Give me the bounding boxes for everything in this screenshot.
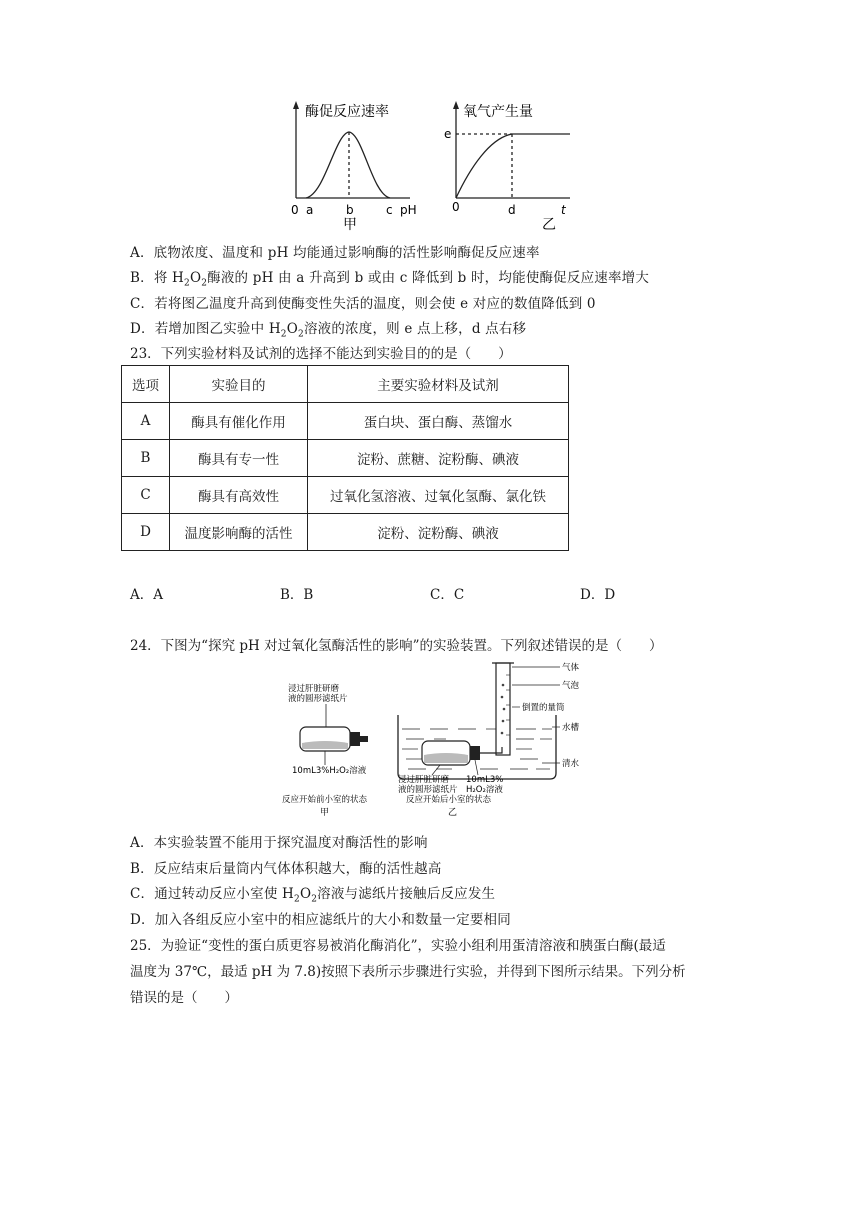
q23-option-c: C．C bbox=[430, 587, 465, 603]
q23-stem: 23．下列实验材料及试剂的选择不能达到实验目的的是（ ） bbox=[130, 346, 512, 362]
q22-option-d-text: O bbox=[286, 321, 299, 337]
q24-option-b: B．反应结束后量筒内气体体积越大，酶的活性越高 bbox=[130, 861, 442, 877]
label-paper-2: 液的圆形滤纸片 bbox=[288, 694, 348, 704]
inverted-cylinder bbox=[492, 663, 514, 755]
label-after: 反应开始后小室的状态 bbox=[406, 795, 492, 805]
table-cell: 蛋白块、蛋白酶、蒸馏水 bbox=[308, 403, 569, 440]
q23-option-d: D．D bbox=[580, 587, 616, 603]
label-paper-1: 浸过肝脏研磨 bbox=[288, 684, 340, 694]
table-row bbox=[122, 440, 569, 477]
label-bubble: 气泡 bbox=[562, 681, 580, 691]
table-row bbox=[122, 514, 569, 551]
q24-option-c bbox=[130, 882, 495, 905]
q22-option-a: A．底物浓度、温度和 pH 均能通过影响酶的活性影响酶促反应速率 bbox=[130, 245, 540, 261]
q25-stem-line2: 温度为 37℃，最适 pH 为 7.8)按照下表所示步骤进行实验，并得到下图所示结果。下列分析 bbox=[130, 964, 686, 980]
left-tick-c: c bbox=[386, 203, 393, 217]
label-solution-left: 10mL3%H₂O₂溶液 bbox=[292, 766, 367, 776]
caption-right: 乙 bbox=[448, 808, 458, 818]
q22-option-d-sub: 2 bbox=[298, 329, 304, 340]
table-cell: 淀粉、淀粉酶、碘液 bbox=[308, 514, 569, 551]
table-cell: C bbox=[122, 477, 170, 514]
table-header-cell: 选项 bbox=[122, 366, 170, 403]
q22-option-b-sub: 2 bbox=[201, 278, 208, 289]
right-x-unit: t bbox=[561, 203, 566, 217]
q22-option-d-sub: 2 bbox=[280, 329, 287, 340]
left-y-label: 酶促反应速率 bbox=[305, 104, 389, 120]
table-cell: B bbox=[122, 440, 170, 477]
q22-option-d bbox=[130, 317, 526, 340]
caption-left: 甲 bbox=[320, 808, 330, 818]
q22-option-b-text: O bbox=[189, 270, 202, 286]
table-cell: 温度影响酶的活性 bbox=[170, 514, 308, 551]
label-gas: 气体 bbox=[562, 663, 580, 673]
label-paper-r1: 浸过肝脏研磨 bbox=[398, 775, 450, 785]
q24-option-c-text: O bbox=[299, 886, 312, 902]
q24-stem: 24．下图为“探究 pH 对过氧化氢酶活性的影响”的实验装置。下列叙述错误的是（ ） bbox=[130, 638, 663, 654]
q24-option-c-sub: 2 bbox=[294, 894, 300, 905]
q24-option-d: D．加入各组反应小室中的相应滤纸片的大小和数量一定要相同 bbox=[130, 912, 511, 928]
q25-stem-line3: 错误的是（ ） bbox=[130, 990, 238, 1006]
q24-option-c-text: 溶液与滤纸片接触后反应发生 bbox=[317, 886, 496, 902]
table-row bbox=[122, 403, 569, 440]
q24-option-c-text: C．通过转动反应小室使 H bbox=[130, 886, 294, 902]
right-y-label: 氧气产生量 bbox=[463, 104, 533, 120]
q22-option-b-text: 酶液的 pH 由 a 升高到 b 或由 c 降低到 b 时，均能使酶促反应速率增大 bbox=[207, 270, 650, 286]
q22-option-b-sub: 2 bbox=[184, 278, 190, 289]
left-tick-b: b bbox=[346, 203, 354, 217]
q22-option-d-text: D．若增加图乙实验中 H bbox=[130, 321, 281, 337]
table-cell: 淀粉、蔗糖、淀粉酶、碘液 bbox=[308, 440, 569, 477]
label-sol-r1: 10mL3% bbox=[466, 775, 504, 785]
left-origin: 0 bbox=[291, 203, 299, 217]
q23-option-b: B．B bbox=[280, 587, 314, 603]
q23-option-a: A．A bbox=[130, 587, 163, 603]
right-curve bbox=[456, 134, 570, 198]
table-row bbox=[122, 477, 569, 514]
q22-option-b bbox=[130, 266, 649, 289]
table-cell: 过氧化氢溶液、过氧化氢酶、氯化铁 bbox=[308, 477, 569, 514]
label-tank: 水槽 bbox=[562, 723, 580, 733]
label-paper-r2: 液的圆形滤纸片 bbox=[398, 785, 458, 795]
table-cell: 酶具有催化作用 bbox=[170, 403, 308, 440]
left-tick-a: a bbox=[306, 203, 314, 217]
table-header-row bbox=[122, 366, 569, 403]
right-tick-e: e bbox=[444, 127, 452, 141]
q22-option-c: C．若将图乙温度升高到使酶变性失活的温度，则会使 e 对应的数值降低到 0 bbox=[130, 296, 596, 312]
q25-stem-line1: 25．为验证“变性的蛋白质更容易被消化酶消化”，实验小组利用蛋清溶液和胰蛋白酶(最适 bbox=[130, 938, 666, 954]
table-cell: 酶具有高效性 bbox=[170, 477, 308, 514]
q24-option-a: A．本实验装置不能用于探究温度对酶活性的影响 bbox=[130, 835, 428, 851]
table-cell: 酶具有专一性 bbox=[170, 440, 308, 477]
chamber-after bbox=[422, 741, 502, 765]
right-caption: 乙 bbox=[542, 217, 556, 233]
label-before: 反应开始前小室的状态 bbox=[282, 795, 368, 805]
q22-figure bbox=[280, 98, 580, 238]
label-water: 清水 bbox=[562, 759, 580, 769]
q24-option-c-sub: 2 bbox=[311, 894, 318, 905]
table-header-cell: 主要实验材料及试剂 bbox=[308, 366, 569, 403]
q22-option-d-text: 溶液的浓度，则 e 点上移，d 点右移 bbox=[303, 321, 527, 337]
table-header-cell: 实验目的 bbox=[170, 366, 308, 403]
label-cylinder: 倒置的量筒 bbox=[522, 703, 565, 713]
left-x-unit: pH bbox=[400, 203, 417, 217]
q24-apparatus-figure bbox=[280, 655, 610, 820]
left-bell-curve bbox=[306, 132, 390, 198]
right-origin: 0 bbox=[452, 200, 460, 214]
label-sol-r2: H₂O₂溶液 bbox=[466, 785, 503, 795]
table-cell: D bbox=[122, 514, 170, 551]
table-cell: A bbox=[122, 403, 170, 440]
q23-table bbox=[121, 365, 569, 551]
chamber-before bbox=[300, 727, 368, 751]
right-tick-d: d bbox=[508, 203, 516, 217]
q22-option-b-text: B．将 H bbox=[130, 270, 184, 286]
left-caption: 甲 bbox=[343, 217, 357, 233]
